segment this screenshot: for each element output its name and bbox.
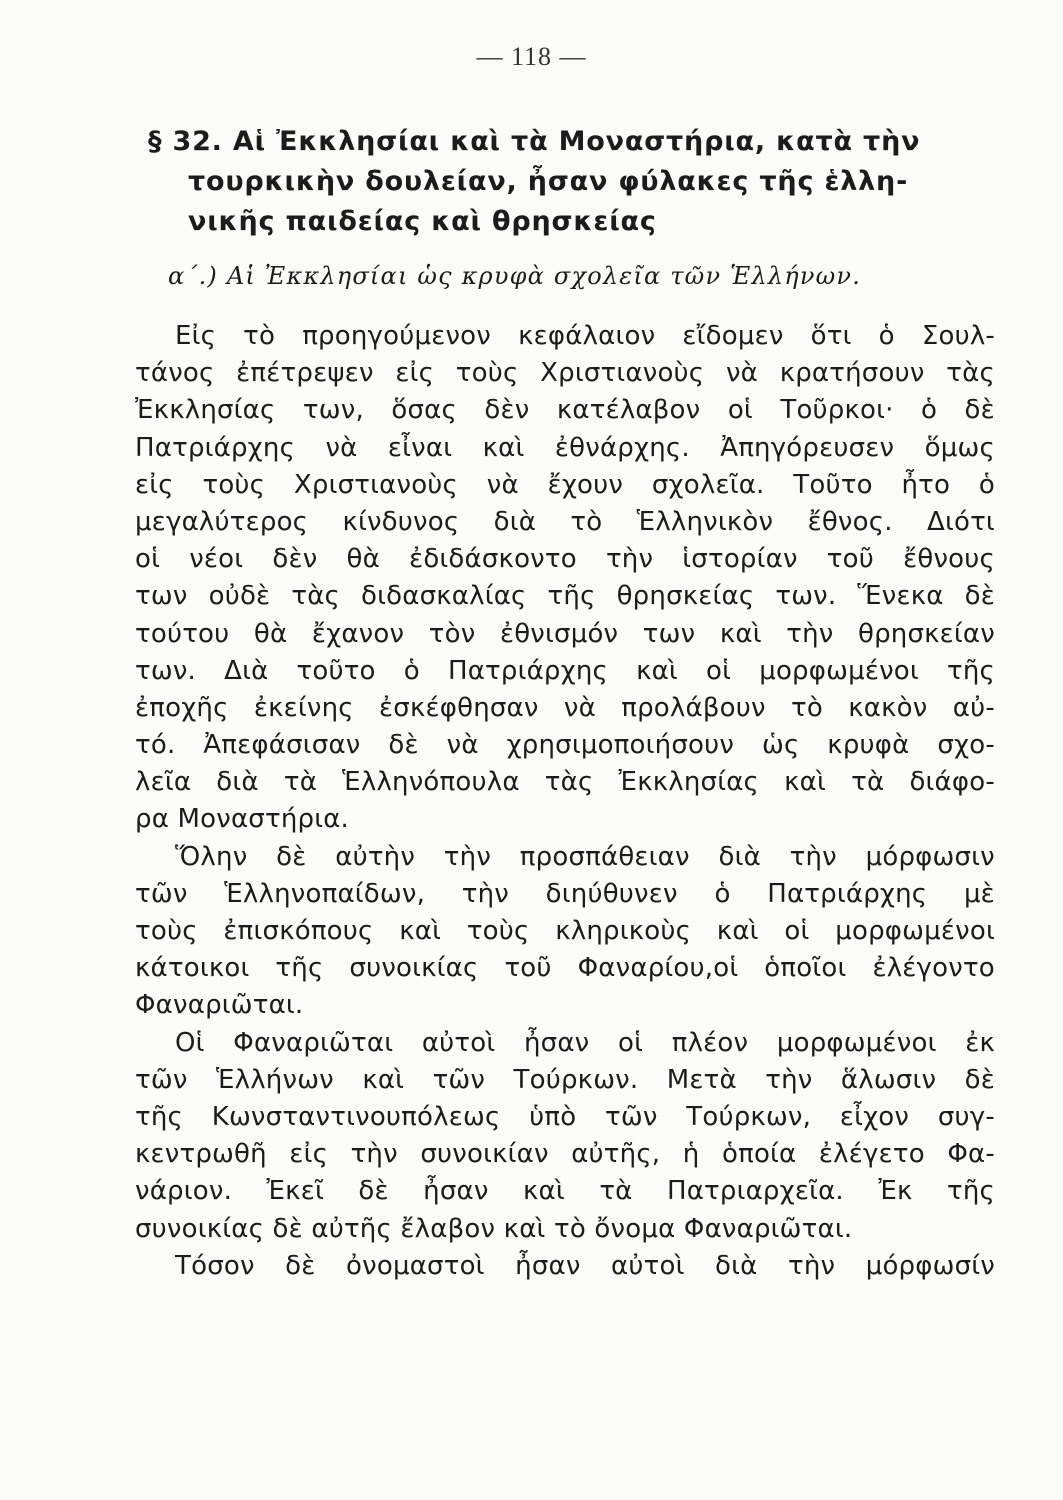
section-heading — [148, 122, 968, 242]
body-line: τῶν Ἑλλήνων καὶ τῶν Τούρκων. Μετὰ τὴν ἅλωσιν δὲ — [135, 1064, 995, 1095]
body-line: των οὐδὲ τὰς διδασκαλίας τῆς θρησκείας των. Ἕνεκα δὲ — [135, 581, 995, 612]
body-line: εἰς τοὺς Χριστιανοὺς νὰ ἔχουν σχολεῖα. Τοῦτο ἦτο ὁ — [135, 469, 995, 500]
body-line: τοὺς ἐπισκόπους καὶ τοὺς κληρικοὺς καὶ οἱ μορφωμένοι — [135, 916, 995, 946]
body-line: τῶν Ἑλληνοπαίδων, τὴν διηύθυνεν ὁ Πατριάρχης μὲ — [135, 878, 995, 909]
subheading: α΄.) Αἱ Ἐκκλησίαι ὡς κρυφὰ σχολεῖα τῶν Ἑλλήνων. — [168, 262, 862, 290]
heading-line-2: τουρκικὴν δουλείαν, ἦσαν φύλακες τῆς ἑλλη- — [188, 166, 909, 197]
body-line: ρα Μοναστήρια. — [135, 804, 350, 835]
body-line: των. Διὰ τοῦτο ὁ Πατριάρχης καὶ οἱ μορφωμένοι τῆς — [135, 655, 995, 686]
body-line: τῆς Κωνσταντινουπόλεως ὑπὸ τῶν Τούρκων, εἶχον συγ- — [135, 1101, 995, 1132]
body-text — [135, 318, 995, 1285]
body-line: Ὅλην δὲ αὐτὴν τὴν προσπάθειαν διὰ τὴν μόρφωσιν — [175, 841, 995, 872]
body-line: κεντρωθῆ εἰς τὴν συνοικίαν αὐτῆς, ἡ ὁποία ἐλέγετο Φα- — [135, 1139, 995, 1170]
body-line: Οἱ Φαναριῶται αὐτοὶ ἦσαν οἱ πλέον μορφωμένοι ἐκ — [175, 1027, 995, 1058]
body-line: νάριον. Ἐκεῖ δὲ ἦσαν καὶ τὰ Πατριαρχεῖα. Ἐκ τῆς — [135, 1176, 995, 1207]
heading-line-1: § 32. Αἱ Ἐκκλησίαι καὶ τὰ Μοναστήρια, κατὰ τὴν — [148, 126, 921, 157]
body-line: ἐποχῆς ἐκείνης ἐσκέφθησαν νὰ προλάβουν τὸ κακὸν αὐ- — [135, 692, 995, 723]
body-line: τό. Ἀπεφάσισαν δὲ νὰ χρησιμοποιήσουν ὡς κρυφὰ σχο- — [135, 730, 995, 761]
body-line: Εἰς τὸ προηγούμενον κεφάλαιον εἴδομεν ὅτι ὁ Σουλ- — [175, 321, 995, 351]
page-number: — 118 — — [476, 42, 587, 71]
body-line: λεῖα διὰ τὰ Ἑλληνόπουλα τὰς Ἐκκλησίας καὶ τὰ διάφο- — [135, 767, 995, 798]
body-line: μεγαλύτερος κίνδυνος διὰ τὸ Ἑλληνικὸν ἔθνος. Διότι — [135, 506, 995, 537]
body-line: οἱ νέοι δὲν θὰ ἐδιδάσκοντο τὴν ἱστορίαν τοῦ ἔθνους — [135, 544, 995, 575]
body-line: κάτοικοι τῆς συνοικίας τοῦ Φαναρίου,οἱ ὁποῖοι ἐλέγοντο — [135, 953, 995, 984]
body-line: Τόσον δὲ ὀνομαστοὶ ἦσαν αὐτοὶ διὰ τὴν μόρφωσίν — [175, 1250, 995, 1281]
body-line: Φαναριῶται. — [135, 990, 304, 1021]
body-line: τούτου θὰ ἔχανον τὸν ἐθνισμόν των καὶ τὴν θρησκείαν — [135, 618, 995, 649]
body-line: τάνος ἐπέτρεψεν εἰς τοὺς Χριστιανοὺς νὰ κρατήσουν τὰς — [135, 358, 995, 389]
body-line: Πατριάρχης νὰ εἶναι καὶ ἐθνάρχης. Ἀπηγόρευσεν ὅμως — [135, 432, 995, 463]
body-line: Ἐκκλησίας των, ὅσας δὲν κατέλαβον οἱ Τοῦρκοι· ὁ δὲ — [135, 395, 995, 426]
heading-line-3: νικῆς παιδείας καὶ θρησκείας — [188, 206, 657, 237]
body-line: συνοικίας δὲ αὐτῆς ἔλαβον καὶ τὸ ὄνομα Φαναριῶται. — [135, 1213, 853, 1244]
